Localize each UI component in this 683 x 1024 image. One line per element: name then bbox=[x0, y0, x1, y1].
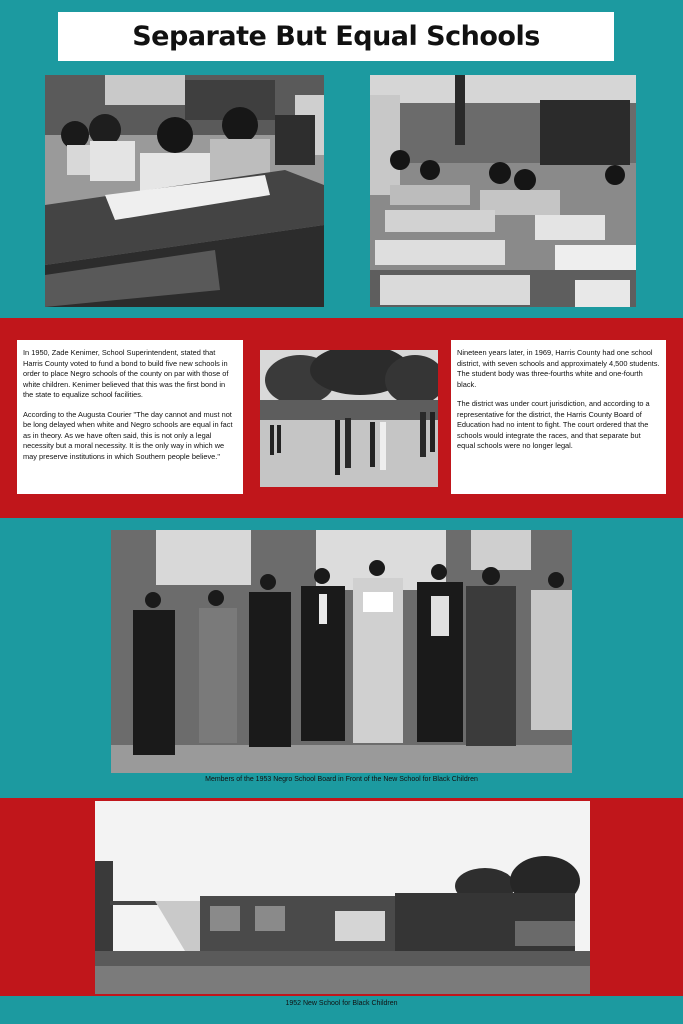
left-text-paragraph-2: According to the Augusta Courier "The day cannot and must not be long delayed when white and Negro schools are equal in fact as in theory. As we have often said, this is not only a legal necessity but a moral necessity. It is the only way in which we may preserve institutions in which Southern people believe." bbox=[23, 409, 233, 461]
right-text-box bbox=[451, 340, 666, 494]
right-text-paragraph-1: Nineteen years later, in 1969, Harris County had one school district, with seven schools and approximately 4,500 students. The student body was three-fourths white and one-fourth black. bbox=[457, 348, 660, 389]
new-school-photo bbox=[95, 801, 590, 994]
title-box bbox=[58, 12, 614, 61]
school-photo-caption: 1952 New School for Black Children bbox=[285, 1000, 398, 1007]
right-text-paragraph-2: The district was under court jurisdiction, and according to a representative for the district, the Harris County Board of Education had no intent to fight. The court ordered that the schools would integrate the races, and that separate but equal schools were no longer legal. bbox=[457, 399, 650, 451]
left-text-box bbox=[17, 340, 243, 494]
page-title: Separate But Equal Schools bbox=[132, 21, 540, 52]
board-members-photo bbox=[111, 530, 572, 773]
schoolyard-photo bbox=[260, 350, 438, 487]
left-text-paragraph-1: In 1950, Zade Kenimer, School Superintendent, stated that Harris County voted to fund a bond to build five new schools in order to place Negro schools of the county on par with those of white children. Kenimer believed that this was the first bond in the state to equalize school facilities. bbox=[23, 348, 229, 400]
classroom-desks-photo bbox=[370, 75, 636, 307]
classroom-girls-photo bbox=[45, 75, 324, 307]
board-photo-caption: Members of the 1953 Negro School Board in Front of the New School for Black Children bbox=[205, 776, 478, 783]
